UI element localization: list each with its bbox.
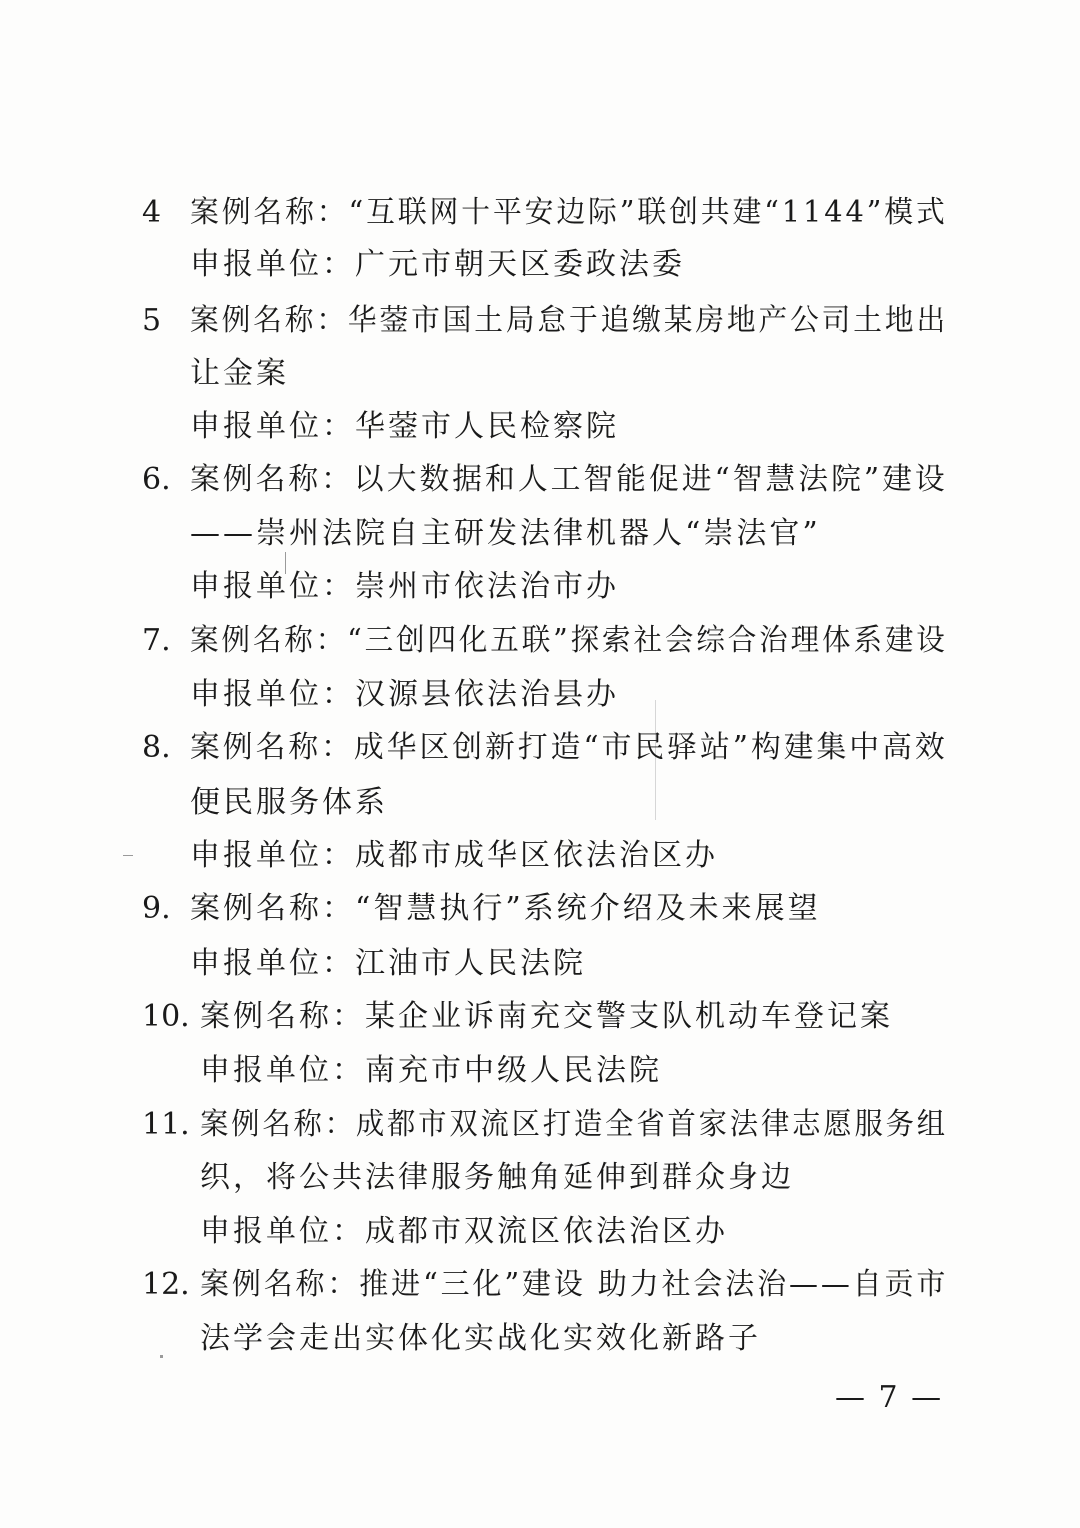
- case-name-label: 案例名称：: [190, 730, 354, 765]
- case-name-continuation: 让金案: [190, 356, 289, 391]
- case-name-label: 案例名称：: [190, 891, 355, 926]
- unit-line: [190, 944, 586, 984]
- item-number: 6.: [142, 462, 171, 497]
- unit-label: 申报单位：: [200, 1053, 365, 1088]
- case-name-label: 案例名称：: [190, 303, 348, 338]
- unit-name: 成都市双流区依法治区办: [365, 1214, 728, 1249]
- unit-name: 华蓥市人民检察院: [355, 409, 619, 444]
- unit-label: 申报单位：: [190, 569, 355, 604]
- unit-line: [190, 836, 718, 876]
- unit-label: 申报单位：: [190, 946, 355, 981]
- unit-name: 南充市中级人民法院: [365, 1053, 662, 1088]
- unit-label: 申报单位：: [190, 677, 355, 712]
- case-name: 以大数据和人工智能促进“智慧法院”建设: [353, 462, 948, 497]
- case-name-continuation: ——崇州法院自主研发法律机器人“崇法官”: [190, 516, 821, 551]
- unit-name: 成都市成华区依法治区办: [355, 838, 718, 873]
- case-name-line: [190, 301, 948, 341]
- case-name: 成华区创新打造“市民驿站”构建集中高效: [353, 730, 948, 765]
- case-name-line: [200, 1265, 948, 1305]
- item-number: 10.: [142, 999, 190, 1034]
- unit-label: 申报单位：: [200, 1214, 365, 1249]
- unit-line: [190, 407, 619, 447]
- unit-label: 申报单位：: [190, 409, 355, 444]
- case-name-line: [190, 621, 948, 661]
- case-name-label: 案例名称：: [190, 623, 348, 658]
- unit-name: 广元市朝天区委政法委: [355, 247, 685, 282]
- case-name-line: [190, 728, 948, 768]
- case-name: “互联网十平安边际”联创共建“1144”模式: [348, 195, 948, 230]
- unit-label: 申报单位：: [190, 838, 355, 873]
- unit-line: [200, 1051, 662, 1091]
- unit-line: [200, 1212, 728, 1252]
- unit-name: 江油市人民法院: [355, 946, 586, 981]
- case-name-continuation: 织，将公共法律服务触角延伸到群众身边: [200, 1160, 794, 1195]
- case-name: 某企业诉南充交警支队机动车登记案: [365, 999, 893, 1034]
- case-name-label: 案例名称：: [200, 1107, 356, 1142]
- item-number: 12.: [142, 1267, 190, 1302]
- case-name: 成都市双流区打造全省首家法律志愿服务组: [355, 1107, 948, 1142]
- case-name: “三创四化五联”探索社会综合治理体系建设: [347, 623, 948, 658]
- case-name: 推进“三化”建设 助力社会法治——自贡市: [359, 1267, 949, 1302]
- case-name-label: 案例名称：: [200, 1267, 360, 1302]
- case-name-line: [190, 889, 821, 929]
- case-name: “智慧执行”系统介绍及未来展望: [355, 891, 821, 926]
- unit-name: 崇州市依法治市办: [355, 569, 619, 604]
- unit-line: [190, 567, 619, 607]
- unit-label: 申报单位：: [190, 247, 355, 282]
- unit-line: [190, 245, 685, 285]
- page-number: — 7 —: [835, 1380, 944, 1415]
- case-name: 华蓥市国土局怠于追缴某房地产公司土地出: [347, 303, 949, 338]
- item-number: 11.: [142, 1107, 190, 1142]
- case-name-label: 案例名称：: [200, 999, 365, 1034]
- case-name-label: 案例名称：: [190, 462, 354, 497]
- unit-line: [190, 675, 619, 715]
- unit-name: 汉源县依法治县办: [355, 677, 619, 712]
- case-name-line: [190, 460, 948, 500]
- case-name-line: [200, 997, 893, 1037]
- scan-speck: [123, 855, 133, 856]
- item-number: 7.: [142, 623, 171, 658]
- scan-speck: [160, 1355, 163, 1358]
- case-name-continuation: 便民服务体系: [190, 785, 388, 820]
- item-number: 8.: [142, 730, 171, 765]
- case-name-line: [200, 1105, 948, 1145]
- item-number: 4: [142, 195, 162, 230]
- case-name-label: 案例名称：: [190, 195, 349, 230]
- item-number: 5: [142, 303, 162, 338]
- case-name-continuation: 法学会走出实体化实战化实效化新路子: [200, 1321, 761, 1356]
- case-name-line: [190, 193, 948, 233]
- item-number: 9.: [142, 891, 171, 926]
